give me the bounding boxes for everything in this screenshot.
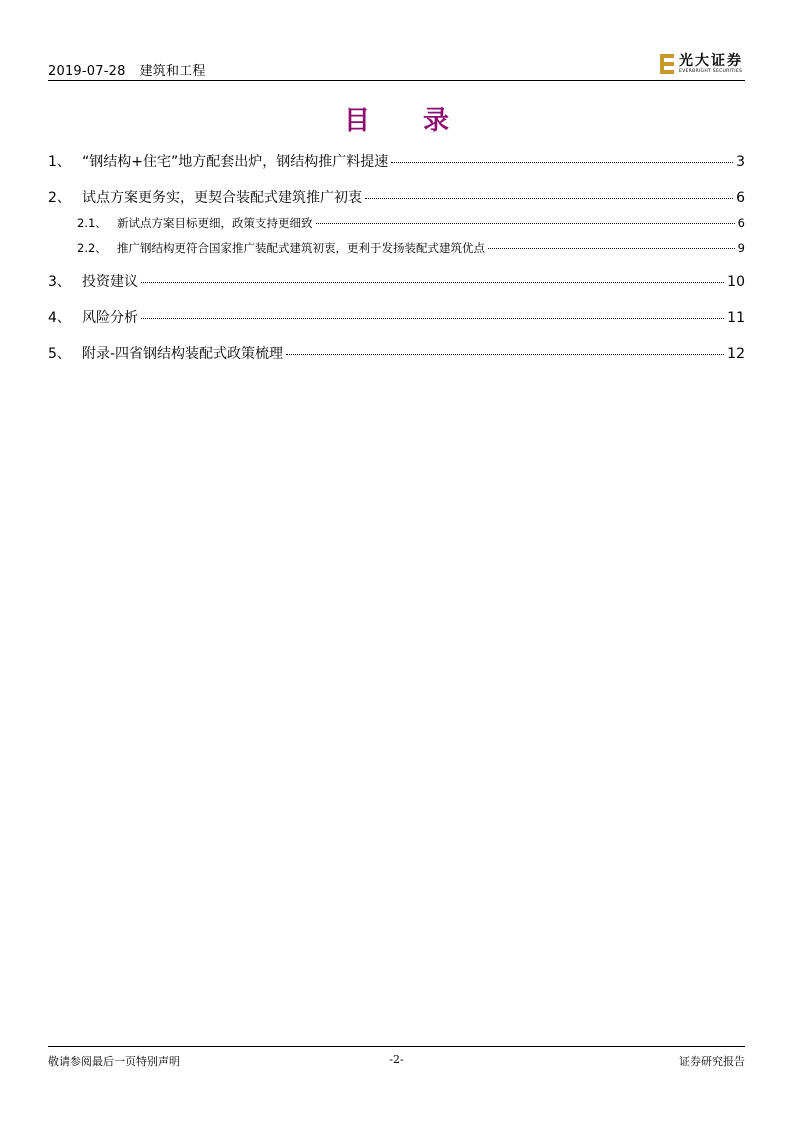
- toc-entry-label: 新试点方案目标更细，政策支持更细致: [117, 216, 313, 230]
- toc-entry-number: 2.1、: [77, 216, 107, 230]
- everbright-logo: [660, 52, 743, 76]
- toc-entry-number: 3、: [48, 274, 71, 290]
- toc-entry-label: 风险分析: [82, 310, 138, 326]
- toc-entry[interactable]: [48, 151, 745, 171]
- toc-entry-page: 9: [737, 241, 745, 255]
- toc-subentry[interactable]: [48, 240, 745, 256]
- page-footer: [48, 1046, 745, 1069]
- toc-entry-number: 2.2、: [77, 241, 107, 255]
- toc-entry-page: 11: [727, 310, 745, 326]
- page-number: -2-: [389, 1053, 404, 1066]
- toc-entry-page: 6: [737, 216, 745, 230]
- toc-entry-label: 附录-四省钢结构装配式政策梳理: [82, 346, 284, 362]
- page-header: [48, 50, 745, 81]
- toc-leader-dots: [391, 162, 733, 163]
- toc-entry-number: 4、: [48, 310, 71, 326]
- toc-leader-dots: [286, 354, 724, 355]
- toc-entry-page: 12: [727, 346, 745, 362]
- toc-leader-dots: [141, 318, 724, 319]
- toc-leader-dots: [365, 198, 733, 199]
- toc-entry-page: 3: [736, 154, 745, 170]
- toc-entry-page: 10: [727, 274, 745, 290]
- logo-text-cn: 光大证券: [679, 52, 743, 69]
- toc-entry-label: 推广钢结构更符合国家推广装配式建筑初衷，更利于发扬装配式建筑优点: [117, 241, 485, 255]
- toc-entry[interactable]: [48, 343, 745, 363]
- toc-entry[interactable]: [48, 307, 745, 327]
- toc-subentry[interactable]: [48, 215, 745, 231]
- toc-entry[interactable]: [48, 271, 745, 291]
- toc-leader-dots: [316, 223, 735, 224]
- logo-mark-icon: [660, 54, 674, 74]
- toc-entry-page: 6: [736, 190, 745, 206]
- toc-entry-number: 2、: [48, 190, 71, 206]
- logo-text-en: EVERBRIGHT SECURITIES: [679, 68, 743, 74]
- report-date: 2019-07-28: [48, 64, 126, 79]
- toc-leader-dots: [141, 282, 724, 283]
- toc-entry-number: 5、: [48, 346, 71, 362]
- report-type: 证券研究报告: [679, 1055, 745, 1068]
- toc-entry-number: 1、: [48, 154, 71, 170]
- header-info: [48, 60, 206, 79]
- toc-entry-label: “钢结构+住宅”地方配套出炉，钢结构推广料提速: [82, 154, 389, 170]
- toc-entry-label: 投资建议: [82, 274, 138, 290]
- report-category: 建筑和工程: [139, 64, 206, 79]
- toc-title: 目 录: [343, 106, 472, 136]
- toc-entry[interactable]: [48, 187, 745, 207]
- toc-leader-dots: [488, 248, 735, 249]
- toc-entry-label: 试点方案更务实，更契合装配式建筑推广初衷: [82, 190, 362, 206]
- disclaimer-note: 敬请参阅最后一页特别声明: [48, 1055, 180, 1068]
